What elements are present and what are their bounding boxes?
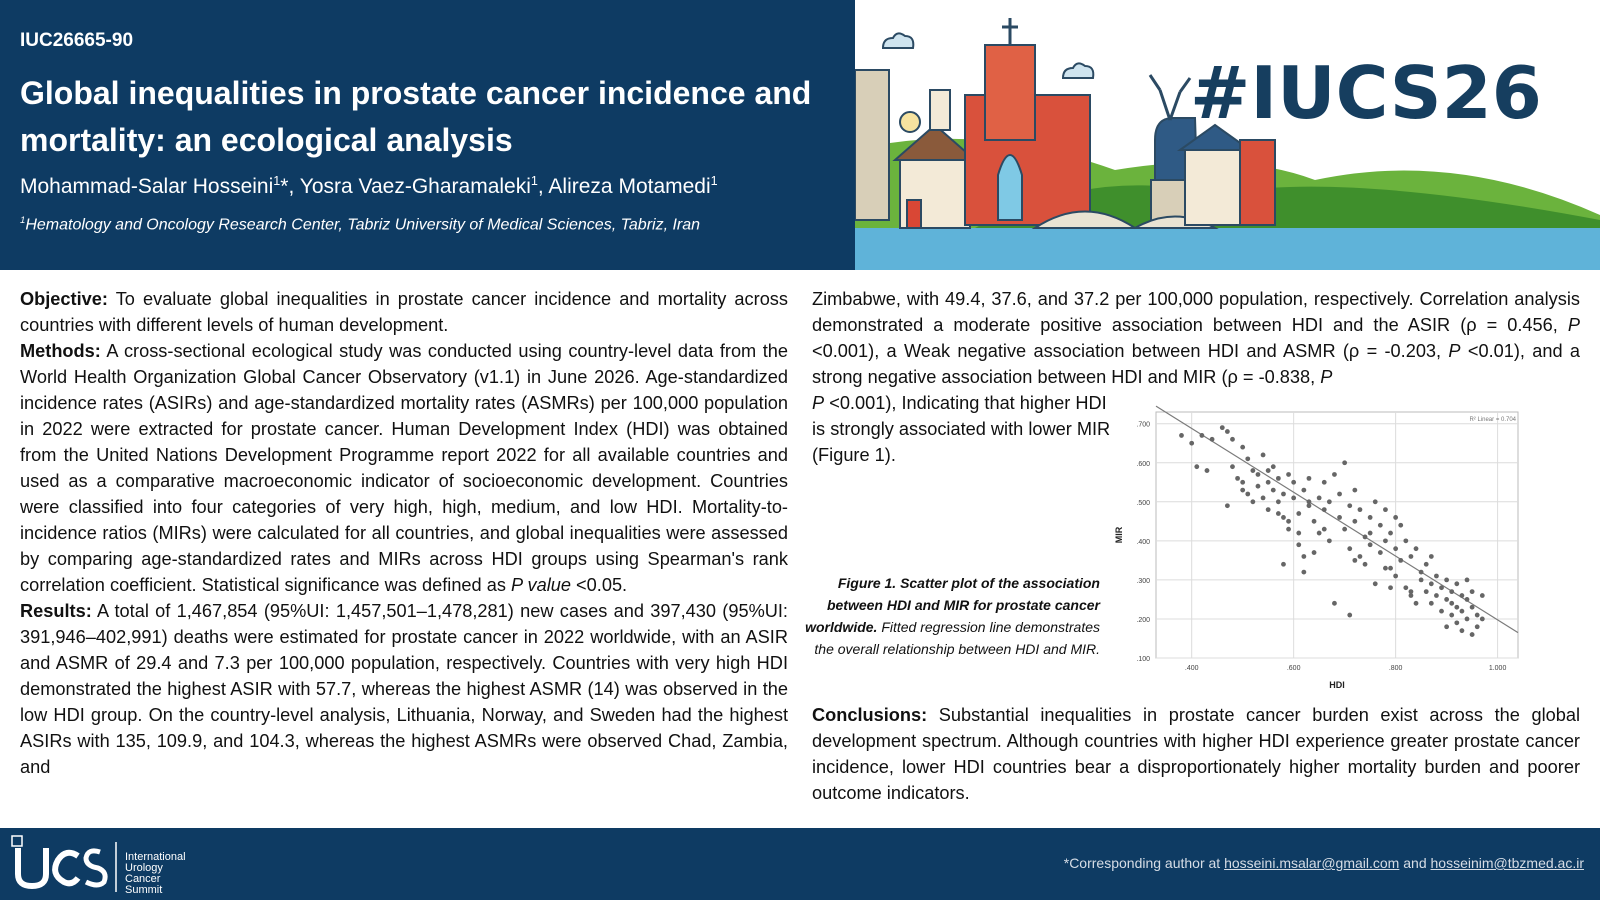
data-point xyxy=(1327,499,1332,504)
data-point xyxy=(1347,546,1352,551)
y-tick-label: .400 xyxy=(1136,538,1150,546)
x-tick-label: .400 xyxy=(1184,665,1199,672)
data-point xyxy=(1322,527,1327,532)
r-squared-label: R² Linear = 0.704 xyxy=(1469,417,1516,423)
data-point xyxy=(1352,558,1357,563)
results-continued: Zimbabwe, with 49.4, 37.6, and 37.2 per 100,000 population, respectively. Correlation analysis demonstrated a moderate positive association between HDI and the ASIR (ρ = 0.456, P <0.001), a Weak negative association between HDI and ASMR (ρ = -0.203, P <0.01), and a strong negative association between HDI and MIR (ρ = -0.838, P xyxy=(812,289,1581,387)
conference-hashtag: #IUCS26 xyxy=(1190,51,1542,135)
data-point xyxy=(1444,578,1449,583)
author-affiliation-mark: 1 xyxy=(530,174,538,188)
data-point xyxy=(1475,624,1480,629)
data-point xyxy=(1266,480,1271,485)
data-point xyxy=(1358,507,1363,512)
data-point xyxy=(1307,476,1312,481)
email-link-2[interactable]: hosseinim@tbzmed.ac.ir xyxy=(1430,855,1584,871)
data-point xyxy=(1449,601,1454,606)
y-tick-label: .100 xyxy=(1136,656,1150,663)
data-point xyxy=(1373,499,1378,504)
data-point xyxy=(1337,515,1342,520)
data-point xyxy=(1460,609,1465,614)
data-point xyxy=(1271,464,1276,469)
data-point xyxy=(1286,527,1291,532)
data-point xyxy=(1301,488,1306,493)
data-point xyxy=(1414,601,1419,606)
data-point xyxy=(1250,499,1255,504)
data-point xyxy=(1266,507,1271,512)
data-point xyxy=(1429,601,1434,606)
data-point xyxy=(1454,620,1459,625)
poster-id: IUC26665-90 xyxy=(20,30,134,51)
data-point xyxy=(1363,535,1368,540)
left-column xyxy=(20,286,788,780)
data-point xyxy=(1480,617,1485,622)
data-point xyxy=(1332,472,1337,477)
data-point xyxy=(1393,515,1398,520)
data-point xyxy=(1317,496,1322,501)
data-point xyxy=(1378,523,1383,528)
data-point xyxy=(1286,472,1291,477)
data-point xyxy=(1210,437,1215,442)
objective-paragraph: Objective: To evaluate global inequalities in prostate cancer incidence and mortality across countries with different levels of human development. xyxy=(20,289,788,335)
data-point xyxy=(1281,492,1286,497)
author-name: Alireza Motamedi xyxy=(548,175,711,198)
objective-label: Objective: xyxy=(20,289,108,309)
author-name: Mohammad-Salar Hosseini xyxy=(20,175,274,198)
data-point xyxy=(1480,593,1485,598)
data-point xyxy=(1439,609,1444,614)
p-symbol: P xyxy=(812,393,825,413)
data-point xyxy=(1358,554,1363,559)
data-point xyxy=(1322,507,1327,512)
data-point xyxy=(1403,585,1408,590)
author-name: Yosra Vaez-Gharamaleki xyxy=(299,175,531,198)
data-point xyxy=(1383,566,1388,571)
poster-title: Global inequalities in prostate cancer incidence and mortality: an ecological analysis xyxy=(20,75,812,158)
data-point xyxy=(1363,562,1368,567)
data-point xyxy=(1429,581,1434,586)
data-point xyxy=(1424,589,1429,594)
y-tick-label: .200 xyxy=(1136,616,1150,624)
conference-banner xyxy=(855,0,1600,270)
data-point xyxy=(1312,550,1317,555)
poster-footer xyxy=(0,828,1600,900)
conclusions-paragraph: Conclusions: Substantial inequalities in prostate cancer burden exist across the global development spectrum. Although countries with higher HDI experience greater prostate cancer incidence, lower HDI countries bear a disproportionately higher mortality burden and poorer outcome indicators. xyxy=(812,705,1580,803)
data-point xyxy=(1194,464,1199,469)
y-tick-label: .500 xyxy=(1136,499,1150,507)
data-point xyxy=(1240,445,1245,450)
data-point xyxy=(1307,499,1312,504)
x-axis-label: HDI xyxy=(1329,680,1345,690)
data-point xyxy=(1409,589,1414,594)
data-point xyxy=(1235,476,1240,481)
data-point xyxy=(1465,617,1470,622)
data-point xyxy=(1460,593,1465,598)
iucs-logo xyxy=(10,834,210,896)
data-point xyxy=(1205,468,1210,473)
data-point xyxy=(1419,570,1424,575)
affiliation: $^1$Hematology and Oncology Research Center, Tabriz University of Medical Sciences, Tabriz, Iran xyxy=(20,215,701,234)
data-point xyxy=(1291,496,1296,501)
data-point xyxy=(1470,605,1475,610)
data-point xyxy=(1388,566,1393,571)
x-tick-label: .600 xyxy=(1286,665,1301,672)
data-point xyxy=(1317,531,1322,536)
data-point xyxy=(1460,628,1465,633)
data-point xyxy=(1261,453,1266,458)
data-point xyxy=(1240,480,1245,485)
data-point xyxy=(1276,511,1281,516)
data-point xyxy=(1337,492,1342,497)
author-affiliation-mark: 1 xyxy=(273,174,281,188)
corresponding-author: *Corresponding author at hosseini.msalar@gmail.com and hosseinim@tbzmed.ac.ir xyxy=(1063,855,1584,871)
data-point xyxy=(1470,632,1475,637)
data-point xyxy=(1419,578,1424,583)
affiliation-mark: 1 xyxy=(20,215,26,226)
data-point xyxy=(1368,542,1373,547)
data-point xyxy=(1439,585,1444,590)
data-point xyxy=(1454,605,1459,610)
data-point xyxy=(1332,601,1337,606)
results-label: Results: xyxy=(20,601,92,621)
scatter-chart xyxy=(1112,398,1532,706)
data-point xyxy=(1261,496,1266,501)
data-point xyxy=(1256,484,1261,489)
data-point xyxy=(1347,503,1352,508)
data-point xyxy=(1383,507,1388,512)
data-point xyxy=(1301,554,1306,559)
data-point xyxy=(1245,456,1250,461)
data-point xyxy=(1454,581,1459,586)
x-tick-label: 1.000 xyxy=(1488,665,1507,672)
data-point xyxy=(1465,597,1470,602)
data-point xyxy=(1266,468,1271,473)
data-point xyxy=(1449,613,1454,618)
data-point xyxy=(1271,488,1276,493)
data-point xyxy=(1327,538,1332,543)
data-point xyxy=(1429,554,1434,559)
data-point xyxy=(1444,624,1449,629)
data-point xyxy=(1245,492,1250,497)
data-point xyxy=(1322,480,1327,485)
data-point xyxy=(1398,523,1403,528)
conclusions-label: Conclusions: xyxy=(812,705,928,725)
methods-paragraph: Methods: A cross-sectional ecological study was conducted using country-level data from the World Health Organization Global Cancer Observatory (v1.1) in June 2026. Age-standardized incidence rates (ASIRs) and age-standardized mortality rates (ASMRs) per 100,000 population in 2022 were extracted for prostate cancer. Human Development Index (HDI) was obtained from the United Nations Development Programme report 2022 for all available countries and used as a comparative macroeconomic indicator of socioeconomic development. Countries were classified into four categories of very high, high, medium, and low HDI. Mortality-to-incidence ratios (MIRs) were calculated for all countries, and global inequalities were assessed by comparing age-standardized rates and MIRs across HDI groups using Spearman's rank correlation coefficient. Statistical significance was defined as P value <0.05. xyxy=(20,341,788,595)
data-point xyxy=(1230,464,1235,469)
data-point xyxy=(1444,597,1449,602)
data-point xyxy=(1179,433,1184,438)
data-point xyxy=(1409,554,1414,559)
email-link-1[interactable]: hosseini.msalar@gmail.com xyxy=(1224,855,1400,871)
data-point xyxy=(1240,488,1245,493)
data-point xyxy=(1393,574,1398,579)
data-point xyxy=(1378,550,1383,555)
data-point xyxy=(1403,538,1408,543)
data-point xyxy=(1352,488,1357,493)
data-point xyxy=(1368,531,1373,536)
data-point xyxy=(1424,562,1429,567)
town-illustration xyxy=(855,0,1600,270)
data-point xyxy=(1250,468,1255,473)
data-point xyxy=(1388,531,1393,536)
y-axis-label: MIR xyxy=(1114,526,1124,544)
data-point xyxy=(1434,593,1439,598)
data-point xyxy=(1276,476,1281,481)
data-point xyxy=(1296,542,1301,547)
iucs-logo-mark-icon xyxy=(10,834,120,896)
data-point xyxy=(1291,480,1296,485)
data-point xyxy=(1434,574,1439,579)
data-point xyxy=(1398,558,1403,563)
data-point xyxy=(1296,511,1301,516)
data-point xyxy=(1256,472,1261,477)
data-point xyxy=(1465,578,1470,583)
scatter-plot-svg xyxy=(1112,398,1532,706)
data-point xyxy=(1388,585,1393,590)
data-point xyxy=(1220,425,1225,430)
data-point xyxy=(1347,613,1352,618)
x-tick-label: .800 xyxy=(1388,665,1403,672)
logo-text: International Urology Cancer Summit xyxy=(125,851,186,896)
data-point xyxy=(1230,437,1235,442)
data-point xyxy=(1414,546,1419,551)
author-affiliation-mark: 1 xyxy=(710,174,718,188)
data-point xyxy=(1342,460,1347,465)
data-point xyxy=(1475,613,1480,618)
author-list: Mohammad-Salar Hosseini$^1$*, Yosra Vaez-Gharamaleki$^1$, Alireza Motamedi$^1$ xyxy=(20,174,718,198)
data-point xyxy=(1368,515,1373,520)
poster-header xyxy=(0,0,855,270)
data-point xyxy=(1286,519,1291,524)
data-point xyxy=(1296,531,1301,536)
data-point xyxy=(1470,589,1475,594)
data-point xyxy=(1312,519,1317,524)
data-point xyxy=(1373,581,1378,586)
data-point xyxy=(1281,562,1286,567)
data-point xyxy=(1301,570,1306,575)
y-tick-label: .700 xyxy=(1136,421,1150,429)
data-point xyxy=(1225,429,1230,434)
data-point xyxy=(1383,538,1388,543)
data-point xyxy=(1352,519,1357,524)
methods-label: Methods: xyxy=(20,341,101,361)
data-point xyxy=(1393,546,1398,551)
y-tick-label: .300 xyxy=(1136,577,1150,585)
data-point xyxy=(1342,527,1347,532)
data-point xyxy=(1281,515,1286,520)
data-point xyxy=(1199,433,1204,438)
results-paragraph: Results: A total of 1,467,854 (95%UI: 1,457,501–1,478,281) new cases and 397,430 (95%UI: 391,946–402,991) deaths were estimated for prostate cancer in 2022 worldwide, with an ASIR and ASMR of 29.4 and 7.3 per 100,000 population, respectively. Countries with very high HDI demonstrated the highest ASIR with 57.7, whereas the highest ASMR (14) was observed in the low HDI group. On the country-level analysis, Lithuania, Norway, and Sweden had the highest ASIRs with 135, 109.9, and 104.3, whereas the highest ASMRs were observed Chad, Zambia, and xyxy=(20,601,788,777)
plot-area xyxy=(1156,412,1518,658)
y-tick-label: .600 xyxy=(1136,460,1150,468)
data-point xyxy=(1225,503,1230,508)
data-point xyxy=(1276,499,1281,504)
data-point xyxy=(1189,441,1194,446)
corresponding-mark: * xyxy=(280,175,289,198)
results-continued-narrow xyxy=(812,390,1112,468)
figure-caption: Figure 1. Scatter plot of the association between HDI and MIR for prostate cancer worldwide. Fitted regression line demonstrates the overall relationship between HDI and MIR. xyxy=(805,575,1100,657)
results-conclusion-text: <0.001), Indicating that higher HDI is strongly associated with lower MIR (Figure 1). xyxy=(812,393,1111,465)
data-point xyxy=(1449,589,1454,594)
